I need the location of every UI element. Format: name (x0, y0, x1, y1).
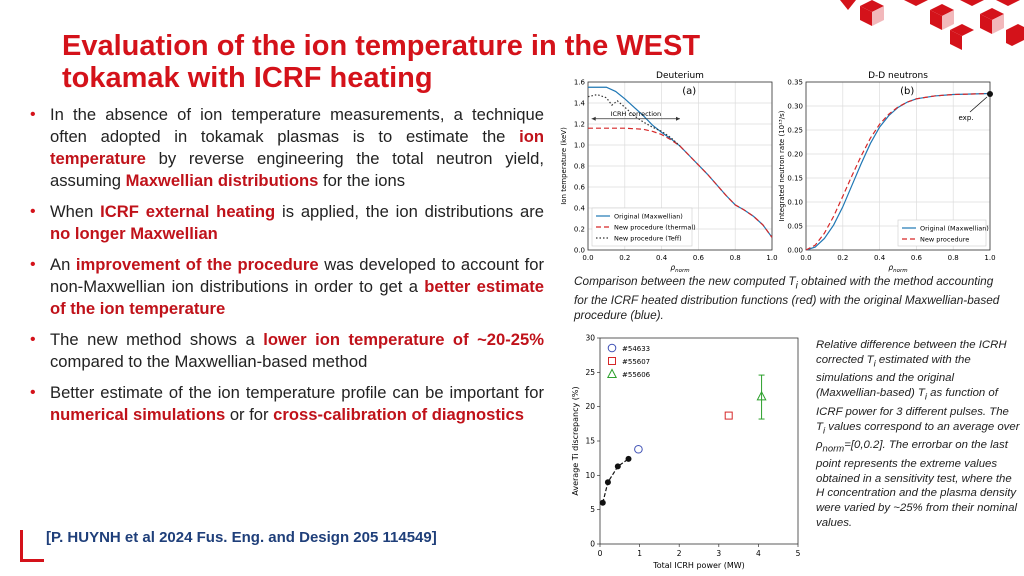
chart-ti-discrepancy (566, 330, 810, 570)
x-tick-label: 0.4 (656, 254, 668, 262)
chart-title: D-D neutrons (868, 71, 928, 81)
legend-marker (608, 344, 616, 352)
legend-label: Original (Maxwellian) (920, 224, 989, 233)
legend-label: #55606 (622, 371, 651, 379)
y-tick-label: 1.0 (573, 141, 585, 150)
fit-point (605, 479, 611, 485)
y-tick-label: 0.8 (573, 162, 585, 171)
bullet-dot: • (30, 256, 36, 273)
bullet-highlight: Maxwellian distributions (125, 171, 319, 190)
y-tick-label: 5 (590, 505, 595, 515)
bullet-text: An (50, 255, 76, 274)
bullet-highlight: ICRF external heating (100, 202, 276, 221)
y-tick-label: 30 (585, 333, 595, 343)
y-tick-label: 0.05 (787, 222, 803, 231)
legend-label: New procedure (Teff) (614, 234, 682, 243)
y-tick-label: 0.30 (787, 102, 803, 111)
y-tick-label: 1.4 (573, 99, 585, 108)
x-tick-label: 3 (716, 549, 722, 558)
legend-marker (609, 358, 616, 365)
bullet-highlight: lower ion temperature of ~20-25% (263, 330, 545, 349)
chart-title: Deuterium (656, 71, 704, 81)
y-tick-label: 0.10 (787, 198, 803, 207)
bullet-text: The new method shows a (50, 330, 264, 349)
annotation-arrowhead (592, 117, 596, 121)
x-tick-label: 0 (597, 549, 603, 558)
panel-label: (a) (682, 86, 697, 97)
y-axis-label: Average Ti discrepancy (%) (571, 386, 580, 496)
corner-bracket (20, 530, 44, 562)
fit-point (615, 463, 621, 469)
x-tick-label: 0.4 (874, 254, 886, 262)
data-point (725, 412, 732, 419)
x-tick-label: 1 (637, 549, 642, 558)
panel-label: (b) (900, 86, 915, 97)
y-tick-label: 20 (585, 402, 595, 412)
y-tick-label: 1.6 (573, 78, 585, 87)
y-tick-label: 0.35 (787, 78, 803, 87)
x-axis-label: $\rho_{norm}$ (670, 263, 690, 274)
x-axis-label: Total ICRH power (MW) (653, 561, 745, 570)
y-tick-label: 0.2 (573, 225, 585, 234)
bullet-text: for the ions (318, 171, 406, 190)
x-tick-label: 0.2 (837, 254, 849, 262)
legend-marker (608, 370, 616, 378)
bullet-item (28, 382, 544, 426)
caption-right: Relative difference between the ICRH corrected $T_i$ estimated with the simulations and the original (Maxwellian-based) $T_i$ as function of ICRF power for 3 different pulses. The $T_i$ values correspond to an average over $\rho_{norm}=[0,0.2]$. The errorbar on the last point represents the extreme values obtained in a sensitivity test, where the H concentration and the plasma density were varied by ~25% from their nominal values. (816, 339, 1020, 529)
bullet-highlight: ion temperature (50, 127, 544, 168)
annotation-label: ICRH correction (610, 109, 662, 118)
x-tick-label: 0.0 (800, 254, 812, 262)
bullet-item (28, 254, 544, 320)
x-axis-label: $\rho_{norm}$ (888, 263, 908, 274)
y-tick-label: 15 (585, 436, 595, 446)
legend-label: #55607 (622, 358, 651, 366)
annotation-arrow (970, 97, 987, 112)
x-tick-label: 0.0 (582, 254, 594, 262)
bullet-highlight: better estimate of the ion temperature (50, 277, 544, 318)
x-tick-label: 5 (795, 549, 801, 558)
y-tick-label: 0 (590, 539, 595, 549)
y-axis-label: Integrated neutron rate (10¹³/s) (778, 110, 786, 222)
x-tick-label: 0.6 (910, 254, 922, 262)
y-axis-label: Ion temperature (keV) (560, 127, 568, 205)
bullet-highlight: cross-calibration of diagnostics (273, 405, 524, 424)
title-line-2: tokamak with ICRF heating (62, 62, 433, 94)
annotation-label: exp. (958, 114, 974, 122)
bullet-text: or for (225, 405, 274, 424)
x-tick-label: 0.8 (729, 254, 741, 262)
bullet-text: was developed to account for non-Maxwellian ion distributions in order to get a (50, 255, 544, 296)
data-point (635, 445, 643, 453)
bullet-text: compared to the Maxwellian-based method (50, 352, 368, 371)
annotation-arrowhead (676, 117, 680, 121)
bullet-highlight: improvement of the procedure (75, 255, 319, 274)
y-tick-label: 10 (585, 470, 595, 480)
title-line-1: Evaluation of the ion temperature in the WEST (62, 30, 701, 62)
bullet-item (28, 104, 544, 192)
y-tick-label: 0.15 (787, 174, 803, 183)
y-tick-label: 0.25 (787, 126, 803, 135)
y-tick-label: 0.6 (573, 183, 585, 192)
bullet-text: is applied, the ion distributions are (275, 202, 544, 221)
y-tick-label: 0.4 (573, 204, 585, 213)
caption-top: Comparison between the new computed $T_i$ obtained with the method accounting for the ICRF heated distribution functions (red) with the original Maxwellian-based procedure (blue). (574, 274, 1000, 323)
bullet-item (28, 329, 544, 373)
bullet-list (28, 104, 544, 435)
bullet-text: by reverse engineering the total neutron yield, assuming (50, 149, 544, 190)
exp-point (987, 91, 993, 97)
bullet-highlight: numerical simulations (50, 405, 226, 424)
bullet-dot: • (30, 331, 36, 348)
series-line (588, 95, 680, 146)
x-tick-label: 1.0 (766, 254, 778, 262)
y-tick-label: 1.2 (573, 120, 585, 129)
y-tick-label: 25 (585, 367, 595, 377)
x-tick-label: 0.6 (692, 254, 704, 262)
chart-ion-temperature (558, 64, 778, 274)
bullet-dot: • (30, 106, 36, 123)
bullet-text: In the absence of ion temperature measurements, a technique often adopted in tokamak plasmas is to estimate the (50, 105, 544, 146)
x-tick-label: 1.0 (984, 254, 996, 262)
figure-bottom (566, 330, 810, 570)
legend-label: Original (Maxwellian) (614, 212, 683, 221)
x-tick-label: 0.2 (619, 254, 631, 262)
bullet-dot: • (30, 384, 36, 401)
legend-label: #54633 (622, 345, 651, 353)
bullet-dot: • (30, 203, 36, 220)
chart-neutron-rate (776, 64, 996, 274)
plot-frame (600, 338, 798, 544)
bullet-item (28, 201, 544, 245)
x-tick-label: 2 (676, 549, 682, 558)
fit-point (626, 456, 632, 462)
y-tick-label: 0.20 (787, 150, 803, 159)
bullet-text: Better estimate of the ion temperature profile can be important for (50, 383, 544, 402)
x-tick-label: 0.8 (947, 254, 959, 262)
y-tick-label: 0.0 (573, 246, 585, 255)
y-tick-label: 0.00 (787, 246, 803, 255)
bullet-text: When (50, 202, 101, 221)
legend-label: New procedure (thermal) (614, 223, 696, 232)
x-tick-label: 4 (756, 549, 761, 558)
fit-point (600, 500, 606, 506)
legend-label: New procedure (920, 235, 970, 244)
figure-top (558, 64, 998, 274)
bullet-highlight: no longer Maxwellian (50, 224, 218, 243)
reference: [P. HUYNH et al 2024 Fus. Eng. and Design 205 114549] (46, 529, 437, 546)
